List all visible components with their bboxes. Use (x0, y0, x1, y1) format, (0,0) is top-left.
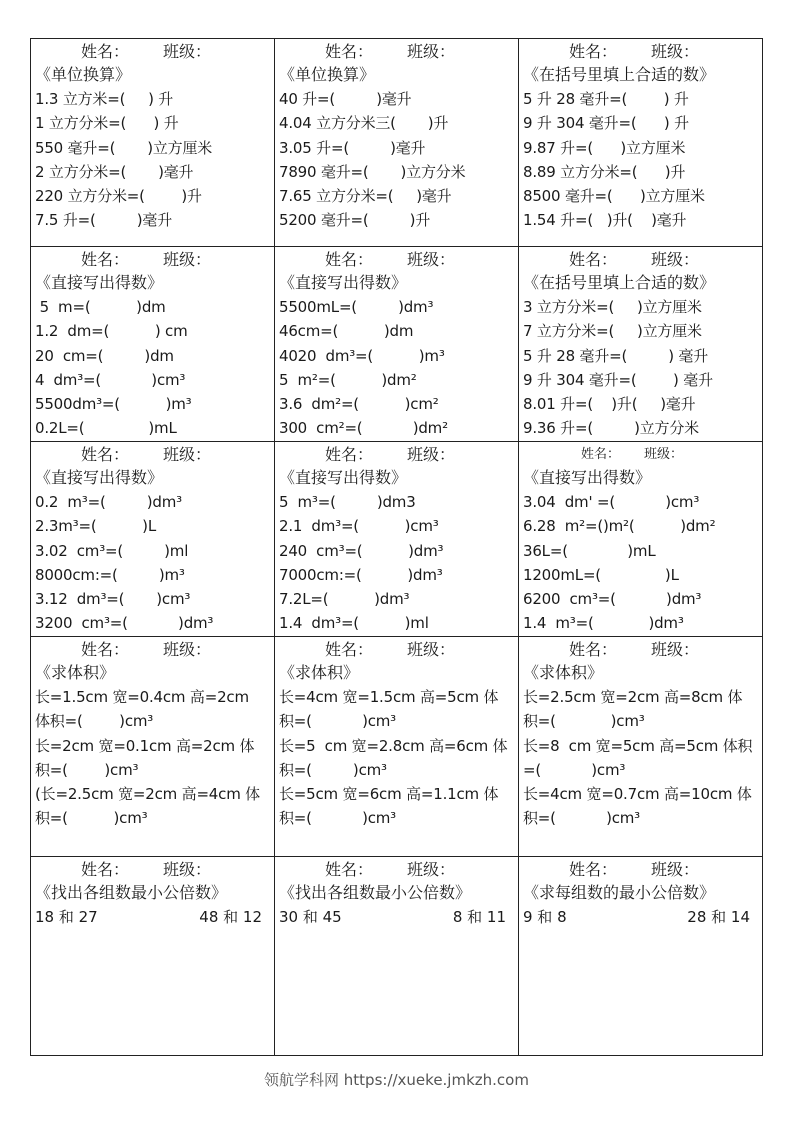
name-label: 姓名： (569, 42, 618, 61)
name-label: 姓名： (81, 640, 130, 659)
name-class-header (279, 859, 518, 881)
exercise-line: 积=( )cm³ (279, 809, 396, 828)
exercise-line: 长=2cm 宽=0.1cm 高=2cm 体 (35, 736, 255, 755)
exercise-title: 《求体积》 (523, 663, 604, 682)
exercise-title: 《求体积》 (35, 663, 116, 682)
exercise-card (519, 637, 762, 856)
name-class-header (279, 444, 518, 466)
worksheet-row (31, 247, 762, 442)
number-pairs (279, 905, 518, 929)
class-label: 班级： (407, 42, 456, 61)
exercise-line: 5500mL=( )dm³ (279, 298, 434, 316)
exercise-line: 9.87 升=( )立方厘米 (523, 138, 686, 157)
class-label: 班级： (651, 640, 700, 659)
name-class-header (279, 249, 518, 271)
exercise-title: 《单位换算》 (35, 65, 132, 84)
exercise-line: 8.89 立方分米=( )升 (523, 162, 686, 181)
exercise-line: 1.54 升=( )升( )毫升 (523, 211, 687, 230)
exercise-line: 7000cm:=( )dm³ (279, 565, 443, 584)
exercise-line: 300 cm²=( )dm² (279, 419, 448, 438)
exercise-title: 《直接写出得数》 (523, 468, 652, 487)
name-label: 姓名： (81, 860, 130, 879)
worksheet-row (31, 857, 762, 1055)
name-label: 姓名： (325, 445, 374, 464)
exercise-line: 46cm=( )dm (279, 322, 414, 341)
exercise-card (275, 247, 519, 441)
exercise-card (275, 39, 519, 246)
class-label: 班级： (163, 250, 212, 269)
class-label: 班级： (407, 250, 456, 269)
name-class-header (35, 639, 274, 661)
exercise-line: =( )cm³ (523, 760, 626, 779)
exercise-line: 7.65 立方分米=( )毫升 (279, 187, 452, 206)
exercise-line: 8500 毫升=( )立方厘米 (523, 187, 705, 206)
exercise-title: 《直接写出得数》 (35, 273, 164, 292)
number-pairs (35, 905, 274, 929)
exercise-card (31, 857, 275, 1055)
exercise-line: 20 cm=( )dm (35, 346, 174, 365)
exercise-title: 《在括号里填上合适的数》 (523, 65, 716, 84)
name-label: 姓名： (81, 250, 130, 269)
exercise-card (275, 857, 519, 1055)
exercise-title: 《找出各组数最小公倍数》 (279, 883, 472, 902)
exercise-card (31, 442, 275, 636)
number-pair: 48 和 12 (199, 908, 262, 926)
exercise-title: 《单位换算》 (279, 65, 376, 84)
exercise-line: 积=( )cm³ (279, 760, 387, 779)
worksheet-row (31, 442, 762, 637)
exercise-title: 《求体积》 (279, 663, 360, 682)
exercise-line: 220 立方分米=( )升 (35, 187, 202, 206)
exercise-line: 5500dm³=( )m³ (35, 395, 192, 414)
exercise-line: 3.04 dm' =( )cm³ (523, 493, 700, 511)
exercise-line: 40 升=( )毫升 (279, 90, 412, 108)
exercise-line: 7 立方分米=( )立方厘米 (523, 322, 702, 341)
name-label: 姓名： (581, 447, 621, 462)
exercise-line: 长=4cm 宽=0.7cm 高=10cm 体 (523, 785, 752, 804)
exercise-line: 积=( )cm³ (35, 809, 148, 828)
exercise-title: 《直接写出得数》 (279, 468, 408, 487)
exercise-title: 《直接写出得数》 (279, 273, 408, 292)
exercise-line: 3.05 升=( )毫升 (279, 138, 426, 157)
exercise-line: 5 m²=( )dm² (279, 370, 417, 389)
exercise-line: 7.5 升=( )毫升 (35, 211, 173, 230)
exercise-line: 0.2L=( )mL (35, 419, 177, 438)
exercise-line: 8.01 升=( )升( )毫升 (523, 395, 696, 414)
exercise-line: 6.28 m²=()m²( )dm² (523, 517, 716, 536)
name-class-header (279, 41, 518, 63)
class-label: 班级： (644, 447, 684, 462)
name-label: 姓名： (81, 445, 130, 464)
number-pair: 8 和 11 (452, 908, 506, 926)
exercise-line: 36L=( )mL (523, 541, 656, 560)
exercise-line: 5 升 28 毫升=( ) 升 (523, 90, 689, 108)
exercise-line: 2.1 dm³=( )cm³ (279, 517, 439, 536)
exercise-line: 1.4 dm³=( )ml (279, 614, 429, 633)
exercise-line: (长=2.5cm 宽=2cm 高=4cm 体 (35, 785, 260, 804)
name-label: 姓名： (325, 860, 374, 879)
exercise-line: 1 立方分米=( ) 升 (35, 114, 179, 133)
exercise-line: 长=8 cm 宽=5cm 高=5cm 体积 (523, 736, 753, 755)
exercise-line: 7890 毫升=( )立方分米 (279, 162, 466, 181)
number-pair: 18 和 27 (35, 908, 98, 926)
exercise-line: 积=( )cm³ (523, 809, 640, 828)
name-label: 姓名： (325, 42, 374, 61)
exercise-card (519, 442, 762, 636)
exercise-card (275, 637, 519, 856)
exercise-line: 长=5 cm 宽=2.8cm 高=6cm 体 (279, 736, 508, 755)
exercise-title: 《在括号里填上合适的数》 (523, 273, 716, 292)
exercise-line: 4020 dm³=( )m³ (279, 346, 445, 365)
class-label: 班级： (163, 860, 212, 879)
exercise-line: 7.2L=( )dm³ (279, 590, 410, 609)
name-label: 姓名： (569, 640, 618, 659)
name-label: 姓名： (569, 250, 618, 269)
number-pair: 28 和 14 (687, 908, 750, 926)
name-class-header (523, 639, 762, 661)
footer-watermark: 领航学科网 https://xueke.jmkzh.com (264, 1071, 529, 1089)
name-class-header (523, 249, 762, 271)
exercise-title: 《直接写出得数》 (35, 468, 164, 487)
class-label: 班级： (407, 860, 456, 879)
class-label: 班级： (163, 445, 212, 464)
exercise-card (31, 637, 275, 856)
class-label: 班级： (651, 42, 700, 61)
name-class-header (35, 41, 274, 63)
exercise-card (519, 247, 762, 441)
exercise-card (31, 39, 275, 246)
name-class-header (523, 41, 762, 63)
number-pair: 30 和 45 (279, 908, 342, 926)
exercise-line: 3.12 dm³=( )cm³ (35, 590, 191, 609)
exercise-line: 3 立方分米=( )立方厘米 (523, 298, 702, 316)
exercise-line: 9 升 304 毫升=( ) 毫升 (523, 370, 713, 389)
name-class-header (35, 444, 274, 466)
exercise-line: 5 升 28 毫升=( ) 毫升 (523, 346, 709, 365)
exercise-card (519, 39, 762, 246)
exercise-line: 2.3m³=( )L (35, 517, 156, 536)
class-label: 班级： (163, 42, 212, 61)
exercise-line: 积=( )cm³ (35, 760, 139, 779)
class-label: 班级： (407, 445, 456, 464)
exercise-card (519, 857, 762, 1055)
exercise-line: 4 dm³=( )cm³ (35, 370, 186, 389)
exercise-line: 长=5cm 宽=6cm 高=1.1cm 体 (279, 785, 499, 804)
worksheet-row (31, 637, 762, 857)
number-pairs (523, 905, 762, 929)
exercise-line: 240 cm³=( )dm³ (279, 541, 444, 560)
name-label: 姓名： (325, 250, 374, 269)
name-class-header (523, 859, 762, 881)
class-label: 班级： (651, 860, 700, 879)
exercise-card (275, 442, 519, 636)
exercise-title: 《找出各组数最小公倍数》 (35, 883, 228, 902)
name-class-header (523, 444, 762, 466)
exercise-line: 长=1.5cm 宽=0.4cm 高=2cm (35, 688, 249, 706)
class-label: 班级： (163, 640, 212, 659)
exercise-line: 1.3 立方米=( ) 升 (35, 90, 174, 108)
worksheet-table (30, 38, 763, 1056)
exercise-line: 长=4cm 宽=1.5cm 高=5cm 体 (279, 688, 499, 706)
exercise-card (31, 247, 275, 441)
exercise-line: 1200mL=( )L (523, 565, 679, 584)
exercise-line: 5200 毫升=( )升 (279, 211, 431, 230)
exercise-line: 3.6 dm²=( )cm² (279, 395, 439, 414)
exercise-line: 550 毫升=( )立方厘米 (35, 138, 213, 157)
exercise-line: 0.2 m³=( )dm³ (35, 493, 182, 511)
exercise-line: 9.36 升=( )立方分米 (523, 419, 699, 438)
exercise-line: 1.4 m³=( )dm³ (523, 614, 684, 633)
exercise-line: 积=( )cm³ (279, 712, 396, 731)
name-label: 姓名： (569, 860, 618, 879)
name-label: 姓名： (325, 640, 374, 659)
name-label: 姓名： (81, 42, 130, 61)
name-class-header (279, 639, 518, 661)
exercise-line: 9 升 304 毫升=( ) 升 (523, 114, 689, 133)
name-class-header (35, 859, 274, 881)
class-label: 班级： (407, 640, 456, 659)
exercise-line: 4.04 立方分米三( )升 (279, 114, 449, 133)
exercise-line: 3.02 cm³=( )ml (35, 541, 189, 560)
exercise-line: 5 m³=( )dm3 (279, 493, 416, 511)
exercise-line: 积=( )cm³ (523, 712, 645, 731)
exercise-line: 8000cm:=( )m³ (35, 565, 185, 584)
worksheet-row (31, 39, 762, 247)
exercise-title: 《求每组数的最小公倍数》 (523, 883, 716, 902)
name-class-header (35, 249, 274, 271)
exercise-line: 体积=( )cm³ (35, 712, 154, 731)
number-pair: 9 和 8 (523, 908, 567, 926)
exercise-line: 长=2.5cm 宽=2cm 高=8cm 体 (523, 688, 743, 706)
exercise-line: 6200 cm³=( )dm³ (523, 590, 702, 609)
class-label: 班级： (651, 250, 700, 269)
exercise-line: 3200 cm³=( )dm³ (35, 614, 214, 633)
exercise-line: 2 立方分米=( )毫升 (35, 162, 194, 181)
exercise-line: 1.2 dm=( ) cm (35, 322, 188, 341)
exercise-line: 5 m=( )dm (35, 298, 166, 316)
